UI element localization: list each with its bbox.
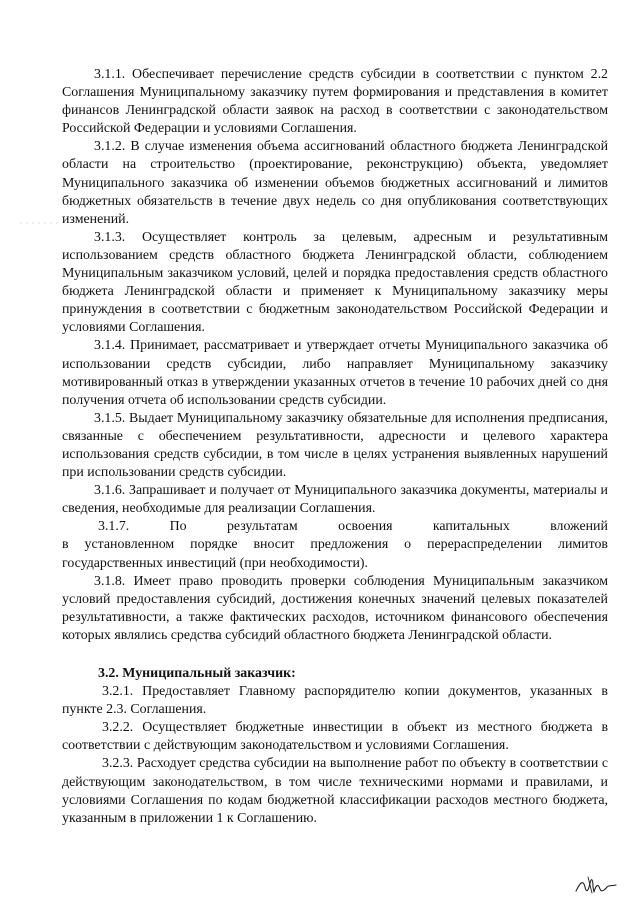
paragraph-3-1-4: 3.1.4. Принимает, рассматривает и утверждает отчеты Муниципального заказчика об использовании средств субсидии, либо направляет Муниципальному заказчику мотивированный отказ в утверждении указанных отчетов в течение 10 рабочих дней со дня получения отчета об использовании средств субсидии. — [62, 338, 608, 408]
paragraph-3-2-3: 3.2.3. Расходует средства субсидии на выполнение работ по объекту в соответствии с действующим законодательством, в том числе техническими нормами и правилами, и условиями Соглашения по кодам бюджетной классификации расходов местного бюджета, указанным в приложении 1 к Соглашению. — [62, 756, 608, 826]
paragraph-3-1-7-rest: в установленном порядке вносит предложения о перераспределении лимитов государственных инвестиций (при необходимости). — [62, 537, 608, 571]
word: капитальных — [432, 519, 510, 535]
word: результатам — [226, 519, 298, 535]
section-heading-3-2: 3.2. Муниципальный заказчик: — [98, 666, 296, 681]
paragraph-3-1-5: 3.1.5. Выдает Муниципальному заказчику обязательные для исполнения предписания, связанные с обеспечением результативности, адресности и целевого характера использования средств субсидии, в том числе в целях устранения выявленных нарушений при использовании средств субсидии. — [62, 410, 608, 481]
word: освоения — [338, 519, 393, 535]
word: По — [169, 519, 187, 535]
paragraph-3-1-7-first-line — [62, 518, 608, 536]
handwritten-signature-icon — [574, 873, 618, 897]
paragraph-3-1-3: 3.1.3. Осуществляет контроль за целевым, адресным и результативным использованием средств областного бюджета Ленинградской области, соблюдением Муниципальным заказчиком условий, целей и порядка предоставления средств областного бюджета Ленинградской области и применяет к Муниципальному заказчику меры принуждения в соответствии с бюджетным законодательством Российской Федерации и условиями Соглашения. — [62, 229, 608, 336]
scan-speck-decoration — [20, 222, 60, 224]
word: вложений — [550, 519, 608, 535]
paragraph-3-1-6: 3.1.6. Запрашивает и получает от Муниципального заказчика документы, материалы и сведения, необходимые для реализации Соглашения. — [62, 483, 608, 517]
paragraph-3-2-2: 3.2.2. Осуществляет бюджетные инвестиции в объект из местного бюджета в соответствии с действующим законодательством и условиями Соглашения. — [62, 720, 608, 754]
document-body — [62, 66, 608, 828]
paragraph-3-1-1: 3.1.1. Обеспечивает перечисление средств субсидии в соответствии с пунктом 2.2 Соглашения Муниципальному заказчику путем формирования и представления в комитет финансов Ленинградской области заявок на расход в соответствии с законодательством Российской Федерации и условиями Соглашения. — [62, 67, 608, 137]
paragraph-3-1-2: 3.1.2. В случае изменения объема ассигнований областного бюджета Ленинградской области на строительство (проектирование, реконструкцию) объекта, уведомляет Муниципального заказчика об изменении объемов бюджетных ассигнований и лимитов бюджетных обязательств в течение двух недель со дня опубликования соответствующих изменений. — [62, 139, 608, 227]
word: 3.1.7. — [98, 519, 130, 535]
paragraph-3-2-1: 3.2.1. Предоставляет Главному распорядителю копии документов, указанных в пункте 2.3. Соглашения. — [62, 684, 608, 718]
paragraph-3-1-8: 3.1.8. Имеет право проводить проверки соблюдения Муниципальным заказчиком условий предоставления субсидий, достижения конечных значений целевых показателей результативности, а также фактических расходов, источником финансового обеспечения которых являлись средства субсидий областного бюджета Ленинградской области. — [62, 573, 608, 643]
